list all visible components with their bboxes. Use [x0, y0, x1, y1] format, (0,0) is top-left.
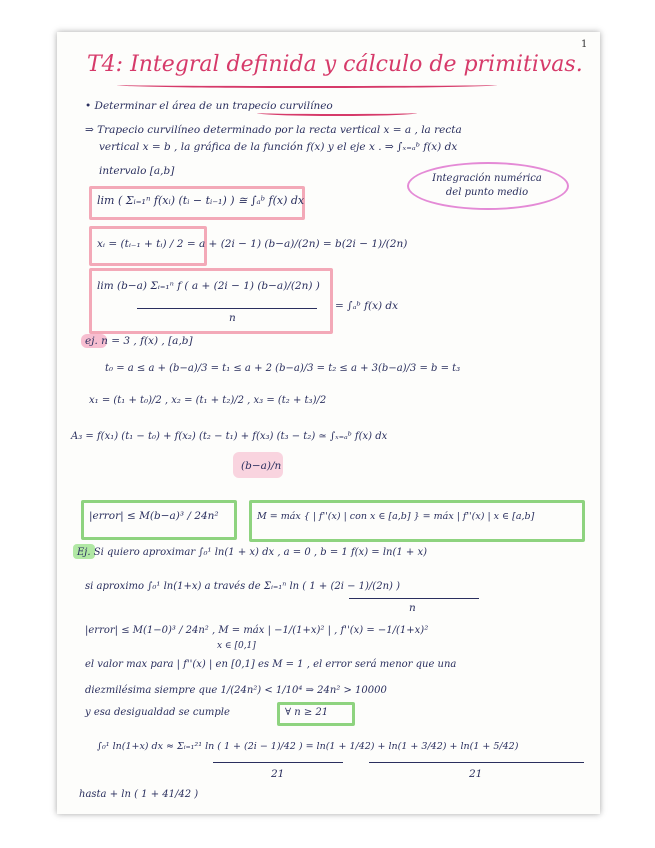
- formula-midpoint: xᵢ = (tᵢ₋₁ + tᵢ) / 2 = a + (2i − 1) (b−a)/(2n) = b(2i − 1)/(2n): [97, 238, 408, 250]
- a3-underbrace-value: (b−a)/n: [241, 460, 282, 472]
- fraction-bar-final-1: [213, 762, 343, 763]
- formula-riemann-denominator: n: [229, 312, 236, 324]
- formula-riemann-limit: lim (b−a) Σᵢ₌₁ⁿ f ( a + (2i − 1) (b−a)/(2n) ): [97, 280, 320, 292]
- fraction-bar-approx: [349, 598, 479, 599]
- fraction-bar-riemann: [137, 308, 317, 309]
- fraction-bar-final-2: [369, 762, 584, 763]
- max-definition: M = máx { | f''(x) | con x ∈ [a,b] } = máx | f''(x) | x ∈ [a,b]: [257, 511, 535, 522]
- partition-line: t₀ = a ≤ a + (b−a)/3 = t₁ ≤ a + 2 (b−a)/3 = t₂ ≤ a + 3(b−a)/3 = b = t₃: [105, 363, 461, 374]
- a3-sum-line: A₃ = f(x₁) (t₁ − t₀) + f(x₂) (t₂ − t₁) + f(x₃) (t₃ − t₂) ≃ ∫ₓ₌ₐᵇ f(x) dx: [71, 431, 388, 442]
- final-denominator-1: 21: [271, 768, 285, 780]
- final-approximation: ∫₀¹ ln(1+x) dx ≈ Σᵢ₌₁²¹ ln ( 1 + (2i − 1)/42 ) = ln(1 + 1/42) + ln(1 + 3/42) + ln(1 + 5/42): [97, 741, 519, 752]
- page-title: T4: Integral definida y cálculo de primitivas.: [87, 52, 583, 77]
- max-value-line: el valor max para | f''(x) | en [0,1] es M = 1 , el error será menor que una: [85, 659, 457, 670]
- notebook-page: [57, 32, 600, 814]
- error-example: |error| ≤ M(1−0)³ / 24n² , M = máx | −1/(1+x)² | , f''(x) = −1/(1+x)²: [85, 625, 429, 636]
- final-denominator-2: 21: [469, 768, 483, 780]
- line-definition: ⇒ Trapecio curvilíneo determinado por la recta vertical x = a , la recta: [85, 124, 462, 136]
- tenthousandth-line: diezmilésima siempre que 1/(24n²) < 1/10⁴ ⇒ 24n² > 10000: [85, 685, 387, 696]
- title-underline: [117, 82, 497, 88]
- inequality-line: y esa desigualdad se cumple: [85, 707, 230, 718]
- page-number: 1: [581, 39, 588, 50]
- midpoints-line: x₁ = (t₁ + t₀)/2 , x₂ = (t₁ + t₂)/2 , x₃ = (t₂ + t₃)/2: [89, 395, 327, 406]
- line-area-trapezoid: • Determinar el área de un trapecio curvilíneo: [85, 100, 333, 112]
- formula-limit-sum: lim ( Σᵢ₌₁ⁿ f(xᵢ) (tᵢ − tᵢ₋₁) ) ≅ ∫ₐᵇ f(x) dx: [97, 194, 305, 207]
- final-last-term: hasta + ln ( 1 + 41/42 ): [79, 789, 199, 800]
- n-condition: ∀ n ≥ 21: [285, 707, 329, 718]
- midpoint-label: Integración numérica del punto medio: [432, 173, 542, 198]
- example-1: ej. n = 3 , f(x) , [a,b]: [85, 335, 193, 347]
- line-interval: intervalo [a,b]: [99, 165, 175, 177]
- error-bound: |error| ≤ M(b−a)³ / 24n²: [89, 510, 219, 522]
- formula-box-3: [89, 268, 333, 334]
- example-2: Ej. Si quiero aproximar ∫₀¹ ln(1 + x) dx , a = 0 , b = 1 f(x) = ln(1 + x): [77, 547, 428, 558]
- underline-trapezoid: [257, 110, 417, 116]
- approximation-denominator: n: [409, 602, 416, 614]
- approximation-line: si aproximo ∫₀¹ ln(1+x) a través de Σᵢ₌₁ⁿ ln ( 1 + (2i − 1)/(2n) ): [85, 581, 400, 592]
- line-definition-2: vertical x = b , la gráfica de la función f(x) y el eje x . ⇒ ∫ₓ₌ₐᵇ f(x) dx: [99, 141, 458, 153]
- error-example-sub: x ∈ [0,1]: [217, 641, 256, 651]
- formula-riemann-integral: = ∫ₐᵇ f(x) dx: [335, 300, 399, 312]
